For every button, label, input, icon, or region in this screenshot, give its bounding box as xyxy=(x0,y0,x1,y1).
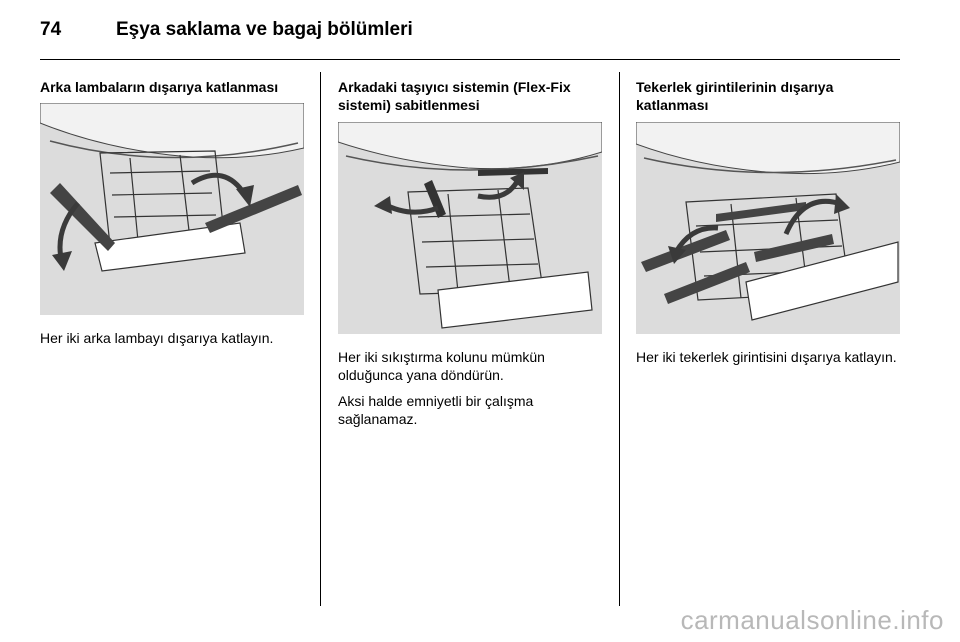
paragraph-wheel-arches-1: Her iki tekerlek girintisini dışarıya katlayın. xyxy=(636,349,897,365)
page-title: Eşya saklama ve bagaj bölümleri xyxy=(116,19,413,40)
paragraph-flexfix-2: Aksi halde emniyetli bir çalışma sağlanamaz. xyxy=(338,393,534,427)
illustration-flexfix xyxy=(338,122,602,334)
column-flexfix xyxy=(338,78,602,428)
watermark-footer: carmanualsonline.info xyxy=(680,605,944,635)
paragraph-tail-lights-1: Her iki arka lambayı dışarıya katlayın. xyxy=(40,330,274,346)
header-rule xyxy=(40,59,900,60)
column-tail-lights xyxy=(40,78,304,347)
column-divider-1 xyxy=(320,72,321,606)
page-number: 74 xyxy=(40,19,62,40)
section-heading-wheel-arches: Tekerlek girintilerinin dışarıya katlanması xyxy=(636,79,834,113)
illustration-wheel-arches xyxy=(636,122,900,334)
illustration-tail-lights xyxy=(40,103,304,315)
section-heading-tail-lights: Arka lambaların dışarıya katlanması xyxy=(40,79,279,95)
column-divider-2 xyxy=(619,72,620,606)
paragraph-flexfix-1: Her iki sıkıştırma kolunu mümkün olduğunca yana döndürün. xyxy=(338,349,545,383)
column-wheel-arches xyxy=(636,78,900,366)
section-heading-flexfix: Arkadaki taşıyıcı sistemin (Flex-Fix sistemi) sabitlenmesi xyxy=(338,79,571,113)
